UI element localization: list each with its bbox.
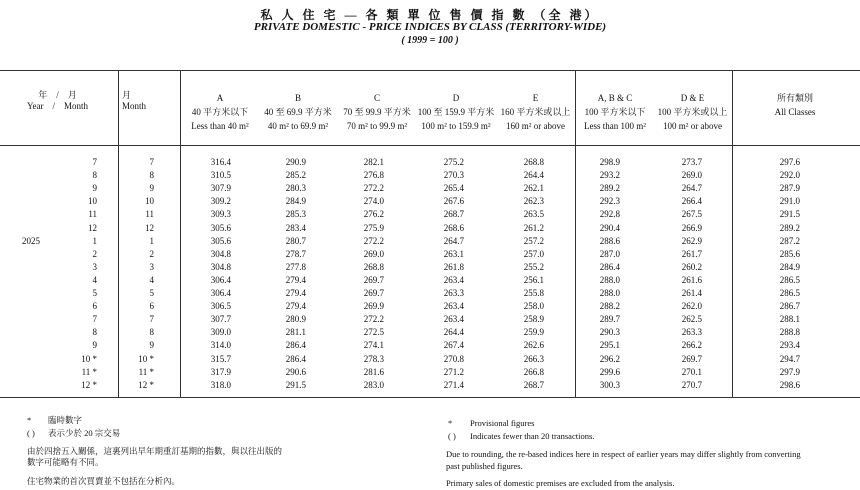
row-month-repeat: 2 (149, 248, 154, 259)
note-text: 臨時數字 (48, 415, 83, 425)
row-value: 266.3 (523, 353, 544, 364)
row-value: 272.2 (363, 314, 384, 325)
row-value: 263.4 (443, 301, 464, 312)
row-year (22, 340, 52, 351)
row-value: 269.7 (363, 274, 384, 285)
row-value: 283.0 (363, 379, 384, 390)
row-value: 278.3 (363, 353, 384, 364)
table-top-rule (0, 70, 860, 71)
row-month: 7 (92, 157, 97, 167)
row-value: 274.0 (363, 196, 384, 207)
row-value: 268.8 (523, 157, 544, 167)
row-value: 271.4 (443, 379, 464, 390)
row-month-repeat: 7 (149, 157, 154, 167)
row-month: 8 (92, 170, 97, 181)
note-mark: ( ) (448, 431, 456, 441)
row-month: 10 (88, 196, 97, 207)
row-value: 310.5 (210, 170, 231, 181)
row-value: 298.9 (599, 157, 620, 167)
row-value: 260.2 (681, 261, 702, 272)
row-value: 269.0 (681, 170, 702, 181)
row-value: 262.9 (681, 235, 702, 246)
row-value: 266.4 (681, 196, 702, 207)
row-value: 262.6 (523, 340, 544, 351)
row-value: 284.9 (779, 261, 800, 272)
row-value: 290.6 (285, 366, 306, 377)
note-text: Provisional figures (470, 418, 535, 428)
row-month-repeat: 5 (149, 288, 154, 298)
row-month-repeat: 12 (145, 222, 154, 233)
row-value: 268.8 (363, 261, 384, 272)
row-year (22, 209, 52, 220)
row-value: 294.7 (779, 353, 800, 364)
row-value: 318.0 (210, 379, 231, 390)
col-header-year-month: 年 / 月 Year / Month (26, 90, 89, 111)
row-value: 293.2 (599, 170, 620, 181)
row-value: 288.1 (779, 314, 800, 325)
row-value: 268.6 (443, 222, 464, 233)
row-value: 258.9 (523, 314, 544, 325)
row-value: 255.2 (523, 261, 544, 272)
row-value: 261.4 (681, 288, 702, 298)
row-month: 9 (92, 340, 97, 351)
row-value: 281.1 (285, 327, 306, 338)
row-year (22, 170, 52, 181)
row-value: 306.5 (210, 301, 231, 312)
row-value: 263.4 (443, 314, 464, 325)
row-value: 287.0 (599, 248, 620, 259)
row-value: 268.7 (443, 209, 464, 220)
note-text: 表示少於 20 宗交易 (48, 428, 121, 438)
row-value: 267.5 (681, 209, 702, 220)
row-month: 3 (92, 261, 97, 272)
row-value: 263.3 (681, 327, 702, 338)
base-year: ( 1999 = 100 ) (401, 35, 459, 46)
row-value: 292.0 (779, 170, 800, 181)
row-year (22, 157, 52, 168)
row-value: 289.2 (599, 183, 620, 194)
col-header-b: B 40 至 69.9 平方米 40 m² to 69.9 m² (264, 93, 332, 131)
row-value: 262.3 (523, 196, 544, 207)
row-value: 262.5 (681, 314, 702, 325)
row-value: 258.0 (523, 301, 544, 312)
row-month: 5 (92, 288, 97, 298)
row-month: 10 * (81, 353, 97, 364)
row-value: 263.3 (443, 288, 464, 298)
row-value: 263.1 (443, 248, 464, 259)
row-value: 263.4 (443, 274, 464, 285)
row-value: 293.4 (779, 340, 800, 351)
row-value: 266.9 (681, 222, 702, 233)
row-value: 263.5 (523, 209, 544, 220)
row-value: 261.6 (681, 274, 702, 285)
row-year (22, 183, 52, 194)
row-value: 307.9 (210, 183, 231, 194)
row-month-repeat: 4 (149, 274, 154, 285)
note-mark: ( ) (27, 428, 35, 438)
col-header-month: 月 Month (122, 90, 147, 111)
row-value: 265.4 (443, 183, 464, 194)
row-year (22, 354, 52, 365)
row-month: 9 (92, 183, 97, 194)
note-text: Due to rounding, the re-based indices here in respect of earlier years may differ slightly from converting (446, 449, 801, 459)
row-value: 290.3 (599, 327, 620, 338)
row-value: 275.2 (443, 157, 464, 167)
row-value: 283.4 (285, 222, 306, 233)
row-year: 2025 (22, 235, 40, 246)
row-value: 276.2 (363, 209, 384, 220)
title-en: PRIVATE DOMESTIC - PRICE INDICES BY CLASS (TERRITORY-WIDE) (253, 21, 607, 33)
row-value: 296.2 (599, 353, 620, 364)
row-value: 269.7 (363, 288, 384, 298)
row-month-repeat: 9 (149, 340, 154, 351)
row-value: 267.6 (443, 196, 464, 207)
row-month-repeat: 7 (149, 314, 154, 325)
note-text: 住宅物業的首次買賣並不包括在分析內。 (27, 476, 181, 486)
row-month-repeat: 3 (149, 261, 154, 272)
row-value: 262.1 (523, 183, 544, 194)
row-value: 297.9 (779, 366, 800, 377)
row-value: 257.2 (523, 235, 544, 246)
row-value: 259.9 (523, 327, 544, 338)
row-value: 264.4 (443, 327, 464, 338)
row-value: 268.7 (523, 379, 544, 390)
row-month-repeat: 8 (149, 327, 154, 338)
row-year (22, 288, 52, 299)
row-value: 305.6 (210, 235, 231, 246)
col-divider-4 (732, 70, 733, 397)
row-value: 286.4 (599, 261, 620, 272)
row-month: 7 (92, 314, 97, 325)
col-divider-2 (180, 70, 181, 397)
row-value: 309.0 (210, 327, 231, 338)
row-year (22, 380, 52, 391)
row-value: 272.5 (363, 327, 384, 338)
row-value: 273.7 (681, 157, 702, 167)
row-value: 314.0 (210, 340, 231, 351)
row-month-repeat: 10 * (138, 353, 154, 364)
row-value: 299.6 (599, 366, 620, 377)
row-month-repeat: 10 (145, 196, 154, 207)
row-month: 6 (92, 301, 97, 312)
note-text: Indicates fewer than 20 transactions. (470, 431, 595, 441)
col-header-c: C 70 至 99.9 平方米 70 m² to 99.9 m² (343, 93, 411, 131)
row-value: 286.4 (285, 353, 306, 364)
row-value: 262.0 (681, 301, 702, 312)
row-value: 261.2 (523, 222, 544, 233)
col-header-d: D 100 至 159.9 平方米 100 m² to 159.9 m² (417, 93, 495, 131)
row-value: 278.7 (285, 248, 306, 259)
row-year (22, 196, 52, 207)
row-value: 285.3 (285, 209, 306, 220)
row-year (22, 275, 52, 286)
row-value: 292.3 (599, 196, 620, 207)
row-value: 309.3 (210, 209, 231, 220)
row-value: 288.2 (599, 301, 620, 312)
row-month: 12 * (81, 379, 97, 390)
row-value: 306.4 (210, 274, 231, 285)
row-value: 270.1 (681, 366, 702, 377)
col-header-a: A 40 平方米以下 Less than 40 m² (191, 93, 249, 131)
row-value: 270.7 (681, 379, 702, 390)
row-value: 255.8 (523, 288, 544, 298)
row-value: 269.0 (363, 248, 384, 259)
row-value: 280.7 (285, 235, 306, 246)
row-month-repeat: 1 (149, 235, 154, 246)
row-value: 291.5 (779, 209, 800, 220)
row-value: 257.0 (523, 248, 544, 259)
row-year (22, 367, 52, 378)
row-value: 266.2 (681, 340, 702, 351)
col-header-abc: A, B & C 100 平方米以下 Less than 100 m² (584, 93, 646, 131)
row-value: 287.9 (779, 183, 800, 194)
row-value: 295.1 (599, 340, 620, 351)
row-value: 307.7 (210, 314, 231, 325)
note-mark: * (27, 415, 32, 425)
row-value: 316.4 (210, 157, 231, 167)
row-value: 317.9 (210, 366, 231, 377)
row-value: 289.2 (779, 222, 800, 233)
row-value: 315.7 (210, 353, 231, 364)
row-value: 290.9 (285, 157, 306, 167)
row-month-repeat: 8 (149, 170, 154, 181)
row-value: 306.4 (210, 288, 231, 298)
row-year (22, 262, 52, 273)
row-year (22, 314, 52, 325)
row-value: 280.3 (285, 183, 306, 194)
col-header-de: D & E 100 平方米或以上 100 m² or above (657, 93, 728, 131)
header-bottom-rule (0, 145, 860, 146)
row-year (22, 301, 52, 312)
row-value: 264.7 (681, 183, 702, 194)
row-value: 266.8 (523, 366, 544, 377)
note-text: Primary sales of domestic premises are excluded from the analysis. (446, 478, 675, 488)
row-value: 298.6 (779, 379, 800, 390)
row-value: 297.6 (779, 157, 800, 167)
col-divider-3 (575, 70, 576, 397)
row-value: 291.0 (779, 196, 800, 207)
row-value: 305.6 (210, 222, 231, 233)
row-value: 300.3 (599, 379, 620, 390)
row-value: 267.4 (443, 340, 464, 351)
row-value: 279.4 (285, 301, 306, 312)
row-value: 272.2 (363, 235, 384, 246)
row-value: 261.8 (443, 261, 464, 272)
row-value: 286.5 (779, 274, 800, 285)
row-month: 11 (88, 209, 97, 220)
row-month: 8 (92, 327, 97, 338)
row-value: 290.4 (599, 222, 620, 233)
row-value: 291.5 (285, 379, 306, 390)
row-value: 274.1 (363, 340, 384, 351)
row-value: 280.9 (285, 314, 306, 325)
row-value: 309.2 (210, 196, 231, 207)
row-value: 304.8 (210, 261, 231, 272)
row-month-repeat: 12 * (138, 379, 154, 390)
row-value: 269.9 (363, 301, 384, 312)
row-month-repeat: 9 (149, 183, 154, 194)
row-year (22, 249, 52, 260)
row-value: 261.7 (681, 248, 702, 259)
row-value: 292.8 (599, 209, 620, 220)
row-value: 276.8 (363, 170, 384, 181)
row-month: 12 (88, 222, 97, 233)
row-value: 288.8 (779, 327, 800, 338)
row-value: 264.4 (523, 170, 544, 181)
row-month: 2 (92, 248, 97, 259)
row-value: 285.2 (285, 170, 306, 181)
row-month-repeat: 6 (149, 301, 154, 312)
note-text: past published figures. (446, 461, 523, 471)
row-value: 269.7 (681, 353, 702, 364)
row-value: 286.7 (779, 301, 800, 312)
table-bottom-rule (0, 397, 860, 398)
row-value: 264.7 (443, 235, 464, 246)
row-month: 1 (92, 235, 97, 246)
row-value: 304.8 (210, 248, 231, 259)
row-value: 286.4 (285, 340, 306, 351)
row-value: 279.4 (285, 274, 306, 285)
row-value: 277.8 (285, 261, 306, 272)
row-value: 279.4 (285, 288, 306, 298)
row-year (22, 223, 52, 234)
title-zh: 私 人 住 宅 — 各 類 單 位 售 價 指 數 （全 港） (260, 8, 600, 22)
row-value: 288.0 (599, 274, 620, 285)
row-month-repeat: 11 (145, 209, 154, 220)
row-value: 270.3 (443, 170, 464, 181)
row-value: 282.1 (363, 157, 384, 167)
row-value: 272.2 (363, 183, 384, 194)
row-value: 271.2 (443, 366, 464, 377)
row-value: 270.8 (443, 353, 464, 364)
row-value: 256.1 (523, 274, 544, 285)
row-month: 11 * (81, 366, 97, 377)
row-value: 285.6 (779, 248, 800, 259)
row-month-repeat: 11 * (138, 366, 154, 377)
row-value: 289.7 (599, 314, 620, 325)
row-value: 281.6 (363, 366, 384, 377)
row-value: 286.5 (779, 288, 800, 298)
row-year (22, 327, 52, 338)
row-value: 275.9 (363, 222, 384, 233)
row-month: 4 (92, 274, 97, 285)
row-value: 287.2 (779, 235, 800, 246)
col-header-all-classes: 所有類別 All Classes (774, 93, 816, 117)
col-header-e: E 160 平方米或以上 160 m² or above (500, 93, 571, 131)
note-mark: * (448, 418, 453, 428)
row-value: 284.9 (285, 196, 306, 207)
note-text: 由於四捨五入關係，這裏列出早年期重訂基期的指數，與以往出版的數字可能略有不同。 (27, 446, 283, 467)
row-value: 288.0 (599, 288, 620, 298)
row-value: 288.6 (599, 235, 620, 246)
